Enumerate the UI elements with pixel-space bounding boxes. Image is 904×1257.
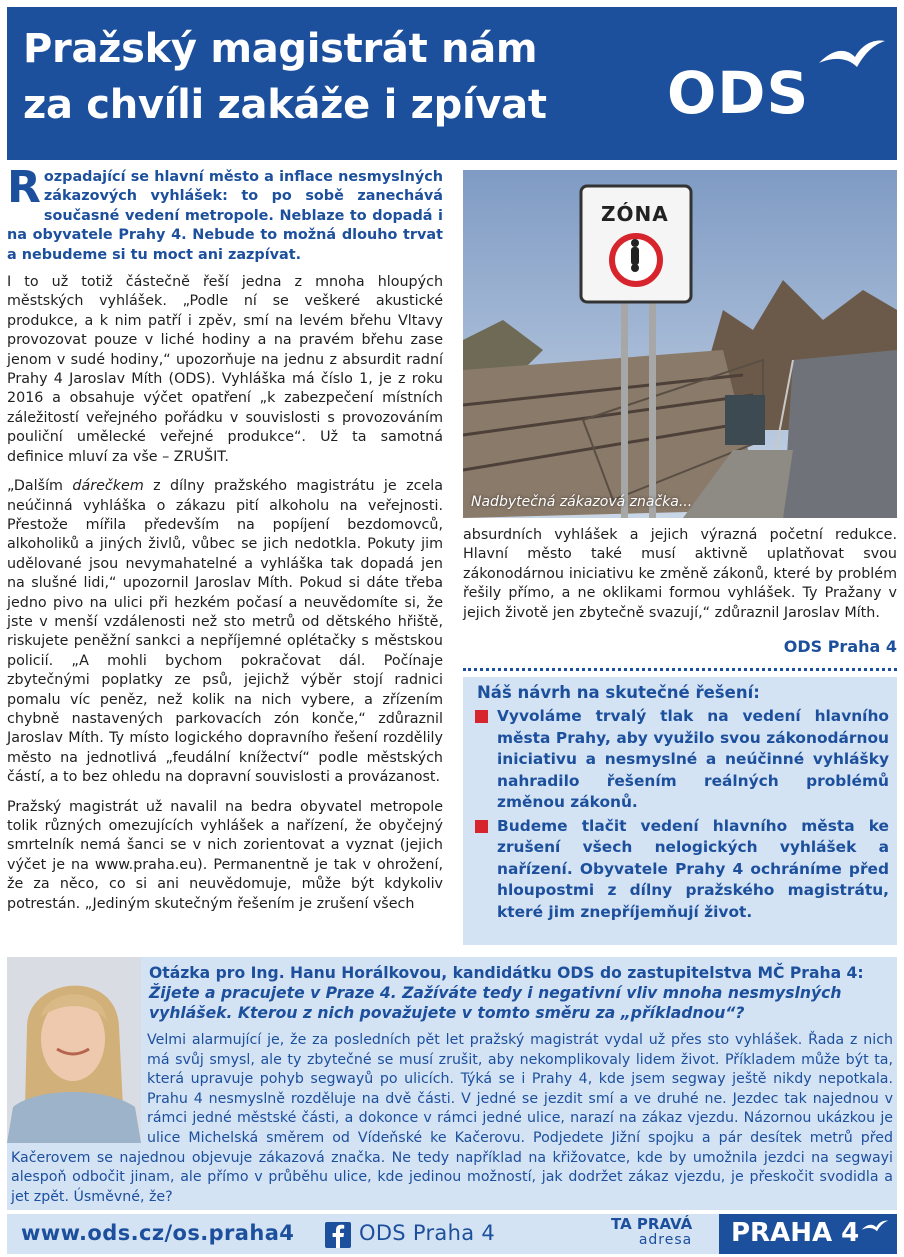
p2-start: „Dalším: [7, 478, 73, 495]
red-square-bullet-icon: [475, 820, 488, 833]
answer-text: Velmi alarmující je, že za posledních pět let pražský magistrát vydal už přes sto vyhlášek. Řada z nich má svůj smysl, ale ty zbytečné se musí zrušit, aby nekomplikovaly lidem život. Příkladem může být ta, která upravuje pohyb segwayů po ulicích. Týká se i Prahy 4, kde jsem segway ještě nikdy nepotkala. Prahu 4 nesmyslně rozděluje na dvě části. V jedné se jezdit smí a ve druhé ne. Jezdec tak najednou v rámci jedné městské části, a dokonce v rámci jedné ulice, narazí na zákaz vjezdu. Názornou ukázkou je ulice Michelská směrem od Vídeňské ke Kačerovu. Podjedete Jižní spojku a pár desítek metrů před Kačerovem se najednou objevuje zákazová značka. Ne tedy například na křižovatce, kde by umožnila jezdci na segwayi alespoň odbočit jinam, ale přímo v průběhu ulice, kde jedinou možností, jak dodržet zákaz vjezdu, je přeskočit svodidla a jet zpět. Úsměvné, že?: [11, 1032, 893, 1205]
proposal-item-text: Vyvoláme trvalý tlak na vedení hlavního města Prahy, aby využilo svou zákonodárnou iniciativu a nesmyslné a neúčinné vyhlášky nahradilo řešením reálných problémů změnou zákonů.: [497, 707, 889, 811]
lead-text: ozpadající se hlavní město a inflace nesmyslných zákazových vyhlášek: to po sobě zanechává současné vedení metropole. Neblaze to dopadá i na obyvatele Prahy 4. Nebude to možná dlouho trvat a nebudeme si tu moct ani zazpívat.: [7, 169, 443, 263]
drop-cap: R: [7, 162, 41, 213]
header-banner: [7, 7, 897, 160]
article-photo: [463, 170, 897, 518]
bird-icon: [861, 1218, 889, 1234]
dotted-divider: [463, 668, 897, 671]
tagline-line-2: adresa: [638, 1232, 693, 1248]
street-scene-image: [463, 170, 897, 518]
tagline-line-1: TA PRAVÁ: [611, 1215, 693, 1233]
facebook-icon: [325, 1222, 351, 1248]
interview-box: [7, 957, 897, 1210]
article-right-column: [463, 526, 897, 623]
title-line-2: za chvíli zakáže i zpívat: [23, 82, 547, 128]
interview-question-text: Žijete a pracujete v Praze 4. Zažíváte tedy i negativní vliv mnoha nesmyslných vyhlášek. Kterou z nich považujete v tomto směru za „příkladnou“?: [149, 984, 842, 1022]
photo-caption: Nadbytečná zákazová značka...: [471, 494, 693, 510]
footer-bar: [7, 1214, 897, 1254]
tagline: [611, 1216, 692, 1248]
website-link[interactable]: www.ods.cz/os.praha4: [21, 1221, 295, 1245]
article-paragraph-1: I to už totiž částečně řeší jedna z mnoha hloupých městských vyhlášek. „Podle ní se veškeré akustické produkce, a k nim patří i zpěv, smí na levém břehu Vltavy provozovat pouze v liché hodiny a na pravém břehu zase jenom v sudé hodiny,“ upozorňuje na jednu z absurdit radní Prahy 4 Jaroslav Míth (ODS). Vyhláška má číslo 1, je z roku 2016 a obsahuje výčet opatření „k zabezpečení místních záležitostí veřejného pořádku v souvislosti s provozováním pouliční umělecké veřejné produkce“. Už ta samotná definice mluví za vše – ZRUŠIT.: [7, 274, 443, 465]
article-signature: ODS Praha 4: [783, 637, 897, 656]
proposal-box: [463, 677, 897, 945]
ods-logo: [667, 37, 887, 137]
proposal-item: [471, 706, 889, 814]
p2-rest: z dílny pražského magistrátu je zcela neúčinná vyhláška o zákazu pití alkoholu na veřejnosti. Přestože mířila především na popíjení bezdomovců, alkoholiků a jiných živlů, vůbec se jich nedotkla. Pokuty jim udělované jsou nevymahatelné a vyhláška tak dopadá jen na slušné lidi,“ upozornil Jaroslav Míth. Pokud si dáte třeba jedno pivo na ulici při hezkém počasí a neuvědomíte si, že jste v menší vzdálenosti než sto metrů od dětského hřiště, riskujete peněžní sankci a nepříjemné oplétačky s městskou policií. „A mohli bychom pokračovat dál. Počínaje zbytečnými poplatky ze psů, jejichž výběr stojí radnici pomalu víc peněz, než kolik na nich vybere, a zřízením chybně nastavených parkovacích zón konče,“ zdůraznil Jaroslav Míth. Ty místo logického dopravního řešení rozdělily město na jednotlivá „feudální knížectví“ podle městských částí, a to bez ohledu na dopravní souvislosti a provázanost.: [7, 478, 443, 786]
article-paragraph-2: [7, 477, 443, 788]
district-label: PRAHA 4: [731, 1218, 860, 1248]
bird-icon: [817, 37, 887, 71]
p2-emphasis: dárečkem: [72, 478, 144, 495]
article-paragraph-4: absurdních vyhlášek a jejich výrazná početní redukce. Hlavní město také musí aktivně uplatňovat svou zákonodárnou iniciativu ke změně zákonů, které by problém řešily přímo, a ne oklikami formou vyhlášek. Ty Pražany v jejich životě jen zbytečně svazují,“ zdůraznil Jaroslav Míth.: [463, 527, 897, 621]
interview-answer: [11, 1031, 893, 1207]
interview-heading: Otázka pro Ing. Hanu Horálkovou, kandidátku ODS do zastupitelstva MČ Praha 4:: [149, 964, 864, 982]
article-paragraph-3: Pražský magistrát už navalil na bedra obyvatel metropole tolik různých omezujících vyhlášek a nařízení, že obyčejný smrtelník nemá šanci se v nich zorientovat a vyznat (jejich výčet je na www.praha.eu). Permanentně je tak v ohrožení, že za něco, co si ani neuvědomuje, může být kdykoliv potrestán. „Jediným skutečným řešením je zrušení všech: [7, 798, 443, 912]
red-square-bullet-icon: [475, 710, 488, 723]
title-line-1: Pražský magistrát nám: [23, 26, 538, 72]
logo-text: ODS: [667, 59, 810, 127]
proposal-title: Náš návrh na skutečné řešení:: [477, 683, 760, 702]
facebook-link[interactable]: ODS Praha 4: [359, 1221, 496, 1245]
page-title: [23, 21, 643, 133]
proposal-item-text: Budeme tlačit vedení hlavního města ke zrušení všech nelogických vyhlášek a nařízení. Obyvatele Prahy 4 ochráníme před hloupostmi z dílny pražského magistrátu, které jim znepříjemňují život.: [497, 816, 889, 921]
district-badge: [719, 1214, 897, 1254]
sign-label: ZÓNA: [601, 202, 669, 226]
article-lead: [7, 162, 443, 265]
interview-question: [149, 963, 889, 1023]
article-left-column: [7, 162, 443, 924]
proposal-item: [471, 816, 889, 924]
answer-indent-spacer: [11, 1031, 147, 1143]
